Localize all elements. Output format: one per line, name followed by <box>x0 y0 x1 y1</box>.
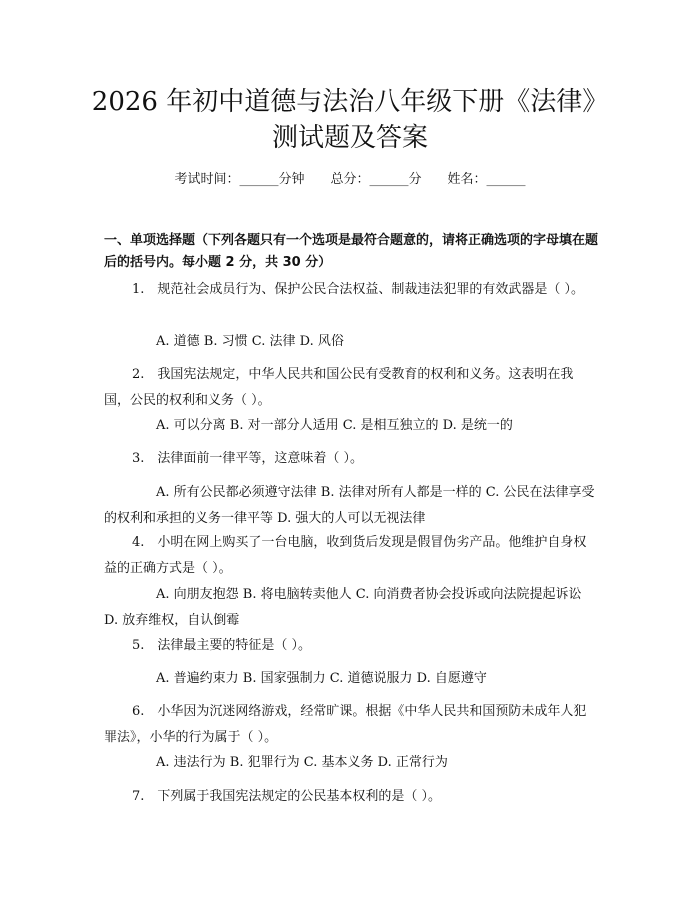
document-title-line-1: 2026 年初中道德与法治八年级下册《法律》 <box>91 87 609 117</box>
question-6-stem: 6. 小华因为沉迷网络游戏，经常旷课。根据《中华人民共和国预防未成年人犯罪法》，小华的行为属于（ ）。 <box>104 704 587 745</box>
question-5-options: A. 普遍约束力 B. 国家强制力 C. 道德说服力 D. 自愿遵守 <box>156 671 487 686</box>
question-5-stem: 5. 法律最主要的特征是（ ）。 <box>132 638 312 653</box>
question-7-stem: 7. 下列属于我国宪法规定的公民基本权利的是（ ）。 <box>132 789 442 804</box>
exam-info-row <box>0 171 700 189</box>
section-heading-single-choice: 一、单项选择题（下列各题只有一个选项是最符合题意的，请将正确选项的字母填在题后的括号内。每小题 2 分，共 30 分） <box>104 233 599 270</box>
question-3-stem: 3. 法律面前一律平等，这意味着（ ）。 <box>132 451 364 466</box>
total-score-field: 总分：______分 <box>330 172 422 187</box>
question-3-options: A. 所有公民都必须遵守法律 B. 法律对所有人都是一样的 C. 公民在法律享受的权利和承担的义务一律平等 D. 强大的人可以无视法律 <box>104 485 595 526</box>
exam-time-field: 考试时间：______分钟 <box>174 172 305 187</box>
question-4-options: A. 向朋友抱怨 B. 将电脑转卖他人 C. 向消费者协会投诉或向法院提起诉讼 D. 放弃维权，自认倒霉 <box>104 587 582 628</box>
student-name-field: 姓名：______ <box>447 172 526 187</box>
question-1-stem: 1. 规范社会成员行为、保护公民合法权益、制裁违法犯罪的有效武器是（ ）。 <box>132 282 585 297</box>
question-1-options: A. 道德 B. 习惯 C. 法律 D. 风俗 <box>156 334 344 349</box>
question-4-stem: 4. 小明在网上购买了一台电脑，收到货后发现是假冒伪劣产品。他维护自身权益的正确方式是（ ）。 <box>104 535 587 576</box>
question-2-stem: 2. 我国宪法规定，中华人民共和国公民有受教育的权利和义务。这表明在我国，公民的权利和义务（ ）。 <box>104 367 574 408</box>
document-title-line-2: 测试题及答案 <box>271 123 428 153</box>
question-6-options: A. 违法行为 B. 犯罪行为 C. 基本义务 D. 正常行为 <box>156 755 448 770</box>
question-2-options: A. 可以分离 B. 对一部分人适用 C. 是相互独立的 D. 是统一的 <box>156 418 513 433</box>
